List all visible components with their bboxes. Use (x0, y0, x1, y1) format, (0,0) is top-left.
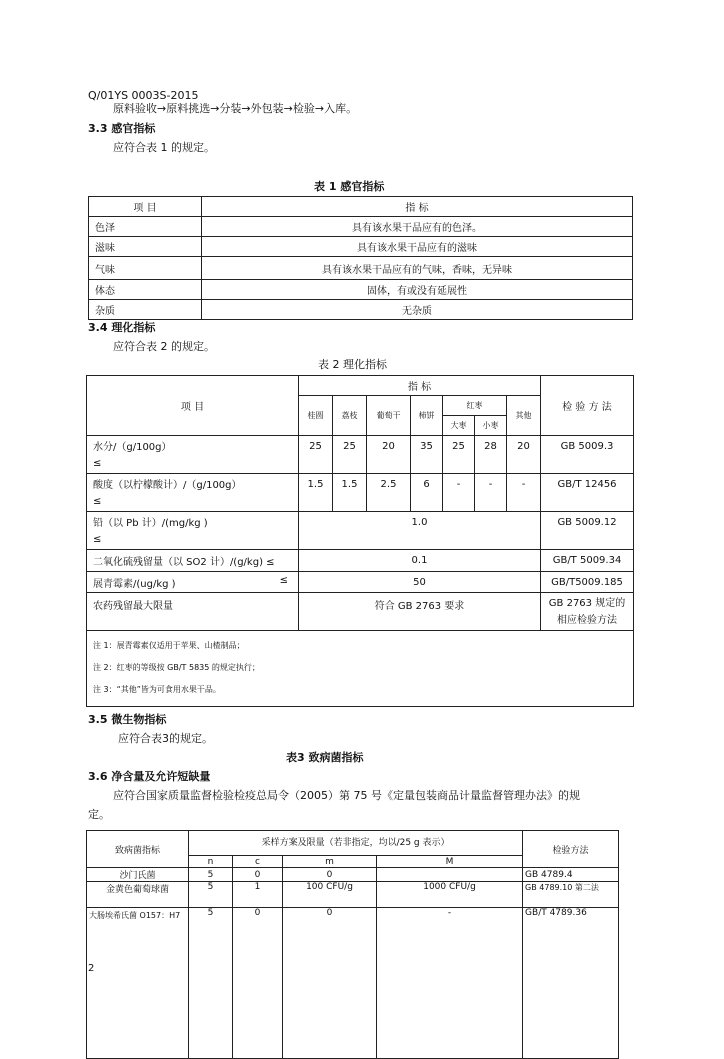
t3-method: GB/T 4789.36 (523, 908, 619, 1059)
t1-cell: 杂质 (89, 300, 202, 320)
t2-row-le: ≤ (279, 574, 288, 586)
t2-sub-qita: 其他 (507, 396, 541, 436)
t2-header-method: 检 验 方 法 (541, 376, 634, 436)
table-physchem (86, 375, 634, 707)
section-3-3-text: 应符合表 1 的规定。 (113, 141, 215, 154)
table2-caption: 表 2 理化指标 (318, 358, 387, 371)
t2-row-name: 展青霉素/(ug/kg ) (93, 578, 176, 590)
t3-method: GB 4789.4 (523, 868, 619, 882)
t2-row-lead (87, 512, 299, 550)
t2-note: 注 2：红枣的等级按 GB/T 5835 的规定执行； (93, 663, 260, 672)
table-row (87, 436, 634, 474)
page-number: 2 (88, 963, 95, 974)
t2-method: GB 5009.12 (541, 512, 634, 550)
t2-sub-putaogan: 葡萄干 (367, 396, 411, 436)
t3-cell: 5 (189, 868, 233, 882)
t2-row-name: 水分/（g/100g） (93, 442, 172, 453)
t2-row-name: 铅（以 Pb 计）/(mg/kg ) (93, 518, 208, 529)
process-line: 原料验收→原料挑选→分装→外包装→检验→入库。 (113, 102, 358, 115)
t2-method: GB 5009.3 (541, 436, 634, 474)
t1-cell: 具有该水果干品应有的色泽。 (202, 217, 633, 237)
t2-cell: - (443, 474, 475, 512)
t2-row-pesticide: 农药残留最大限量 (87, 593, 299, 631)
t3-cell: 0 (233, 908, 283, 1059)
section-3-6-text-cont: 定。 (88, 808, 110, 821)
t2-row-le: ≤ (93, 534, 102, 545)
table-row (89, 280, 633, 300)
table-row (87, 376, 634, 396)
t3-header-method: 检验方法 (523, 831, 619, 868)
t2-cell: 20 (507, 436, 541, 474)
t2-row-patulin (87, 572, 299, 593)
table-row (89, 300, 633, 320)
table-row (87, 593, 634, 631)
t1-cell: 固体，有或没有延展性 (202, 280, 633, 300)
t2-cell: 28 (475, 436, 507, 474)
t2-row-acidity (87, 474, 299, 512)
table-row (87, 882, 619, 908)
table-row (87, 908, 619, 1059)
t2-cell: 25 (299, 436, 333, 474)
t2-method-line: 相应检验方法 (557, 615, 618, 626)
t2-sub-shibing: 柿饼 (411, 396, 443, 436)
table-row (89, 237, 633, 257)
t2-sub-hongzao: 红枣 (443, 396, 507, 416)
t1-header-index: 指 标 (202, 197, 633, 217)
t1-cell: 体态 (89, 280, 202, 300)
t2-cell: 1.5 (333, 474, 367, 512)
t3-cell: 5 (189, 882, 233, 908)
table-row (87, 831, 619, 856)
section-3-3-title: 3.3 感官指标 (88, 122, 156, 135)
t2-header-item: 项 目 (87, 376, 299, 436)
t2-cell: - (507, 474, 541, 512)
t2-cell: 25 (333, 436, 367, 474)
t2-method (541, 593, 634, 631)
section-3-4-title: 3.4 理化指标 (88, 321, 156, 334)
t2-cell: 符合 GB 2763 要求 (299, 593, 541, 631)
section-3-5-title: 3.5 微生物指标 (88, 713, 167, 726)
table-sensory (88, 196, 633, 320)
t3-header-m: m (283, 856, 377, 868)
t2-cell: 20 (367, 436, 411, 474)
table-row (87, 512, 634, 550)
table-row (87, 868, 619, 882)
t2-row-le: ≤ (93, 496, 102, 507)
t2-cell: 0.1 (299, 550, 541, 572)
t2-cell: 1.5 (299, 474, 333, 512)
t3-cell: 0 (283, 868, 377, 882)
t2-note: 注 1：展青霉素仅适用于苹果、山楂制品； (93, 641, 245, 650)
t1-cell: 具有该水果干品应有的气味，香味，无异味 (202, 257, 633, 280)
table-row (87, 474, 634, 512)
t2-header-index: 指 标 (299, 376, 541, 396)
t3-header-name: 致病菌指标 (87, 831, 189, 868)
t2-row-moisture (87, 436, 299, 474)
t3-header-n: n (189, 856, 233, 868)
section-3-6-text: 应符合国家质量监督检验检疫总局令（2005）第 75 号《定量包装商品计量监督管理办法》的规 (113, 789, 580, 802)
t2-notes (87, 631, 634, 707)
t1-cell: 色泽 (89, 217, 202, 237)
t3-cell: - (377, 908, 523, 1059)
t2-cell: 6 (411, 474, 443, 512)
t3-cell (377, 868, 523, 882)
table-row (87, 572, 634, 593)
t2-sub-xiaozao: 小枣 (475, 416, 507, 436)
section-3-6-title: 3.6 净含量及允许短缺量 (88, 770, 211, 783)
t3-cell: 大肠埃希氏菌 O157：H7 (87, 908, 189, 1059)
t2-method: GB/T 12456 (541, 474, 634, 512)
table-row (87, 550, 634, 572)
t3-cell: 1 (233, 882, 283, 908)
table1-caption: 表 1 感官指标 (314, 180, 385, 193)
t2-cell: - (475, 474, 507, 512)
t3-cell: 沙门氏菌 (87, 868, 189, 882)
t2-cell: 35 (411, 436, 443, 474)
t2-row-name: 酸度（以柠檬酸计）/（g/100g） (93, 480, 242, 491)
t2-row-so2: 二氧化硫残留量（以 SO2 计）/(g/kg) ≤ (87, 550, 299, 572)
t1-cell: 具有该水果干品应有的滋味 (202, 237, 633, 257)
table3-caption: 表3 致病菌指标 (286, 751, 364, 764)
t2-cell: 25 (443, 436, 475, 474)
t3-cell: 0 (233, 868, 283, 882)
t2-cell: 2.5 (367, 474, 411, 512)
t3-cell: 100 CFU/g (283, 882, 377, 908)
table-row (87, 631, 634, 707)
t1-header-item: 项 目 (89, 197, 202, 217)
table-row (89, 197, 633, 217)
t2-sub-guiyuan: 桂圆 (299, 396, 333, 436)
t3-cell: 0 (283, 908, 377, 1059)
t2-row-le: ≤ (93, 458, 102, 469)
t1-cell: 气味 (89, 257, 202, 280)
t2-method-line: GB 2763 规定的 (548, 598, 626, 609)
table-row (89, 217, 633, 237)
doc-header: Q/01YS 0003S-2015 (88, 89, 199, 102)
t1-cell: 滋味 (89, 237, 202, 257)
t3-cell: 1000 CFU/g (377, 882, 523, 908)
section-3-5-text: 应符合表3的规定。 (118, 732, 213, 745)
t2-note: 注 3：“其他”皆为可食用水果干品。 (93, 685, 221, 694)
t3-header-M: M (377, 856, 523, 868)
t2-cell: 50 (299, 572, 541, 593)
section-3-4-text: 应符合表 2 的规定。 (113, 340, 215, 353)
table-pathogen (86, 830, 619, 1059)
t2-sub-lizhi: 荔枝 (333, 396, 367, 436)
t2-cell: 1.0 (299, 512, 541, 550)
t2-sub-dazao: 大枣 (443, 416, 475, 436)
t3-header-c: c (233, 856, 283, 868)
t3-cell: 金黄色葡萄球菌 (87, 882, 189, 908)
t3-header-plan: 采样方案及限量（若非指定，均以/25 g 表示） (189, 831, 523, 856)
t3-cell: 5 (189, 908, 233, 1059)
t2-method: GB/T 5009.34 (541, 550, 634, 572)
t1-cell: 无杂质 (202, 300, 633, 320)
table-row (89, 257, 633, 280)
t3-method: GB 4789.10 第二法 (523, 882, 619, 908)
t2-method: GB/T5009.185 (541, 572, 634, 593)
